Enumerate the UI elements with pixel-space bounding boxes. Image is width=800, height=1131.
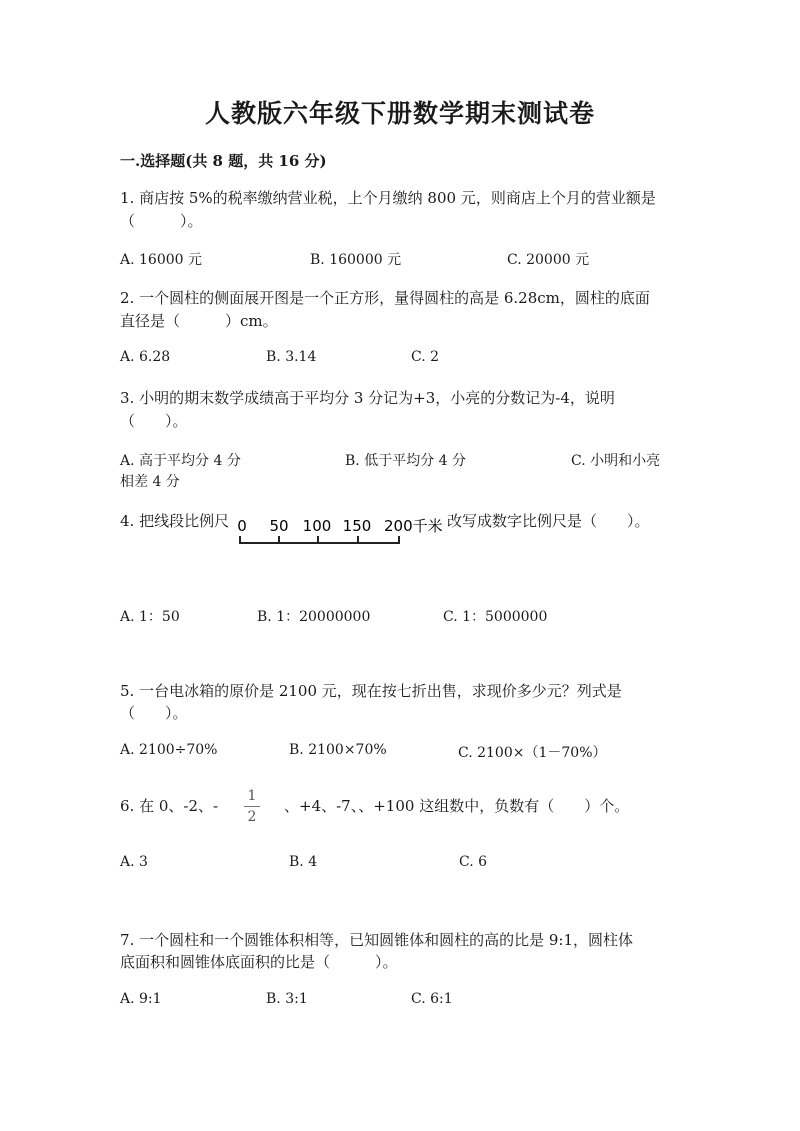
question-6-text-before: 6. 在 0、-2、- <box>120 797 219 815</box>
question-7-option-c: C. 6:1 <box>411 991 453 1007</box>
question-6-option-a: A. 3 <box>120 854 148 870</box>
page-title: 人教版六年级下册数学期末测试卷 <box>204 99 595 128</box>
question-1-option-c: C. 20000 元 <box>507 252 590 268</box>
question-3-option-c-continued: 相差 4 分 <box>120 474 180 490</box>
question-3-option-c: C. 小明和小亮 <box>571 453 661 469</box>
scale-label-0: 0 <box>237 517 247 535</box>
question-2-line-2: 直径是（ ）cm。 <box>120 312 278 330</box>
question-7-option-b: B. 3:1 <box>266 991 308 1007</box>
question-3-option-a: A. 高于平均分 4 分 <box>120 453 241 469</box>
line-segment-scale <box>236 514 446 550</box>
question-1-option-b: B. 160000 元 <box>310 252 402 268</box>
question-5-line-1: 5. 一台电冰箱的原价是 2100 元，现在按七折出售，求现价多少元？列式是 <box>120 682 622 700</box>
fraction-numerator: 1 <box>247 788 257 804</box>
question-3-option-b: B. 低于平均分 4 分 <box>345 453 466 469</box>
question-7-line-1: 7. 一个圆柱和一个圆锥体积相等，已知圆锥体和圆柱的高的比是 9:1，圆柱体 <box>120 931 633 949</box>
question-5-option-b: B. 2100×70% <box>289 742 387 758</box>
question-5-option-a: A. 2100÷70% <box>120 742 218 758</box>
question-6-text-after: 、+4、-7、、+100 这组数中，负数有（ ）个。 <box>284 797 630 815</box>
fraction-denominator: 2 <box>247 809 257 825</box>
question-5-option-c: C. 2100×（1－70%） <box>458 745 607 761</box>
question-2-option-a: A. 6.28 <box>120 349 171 365</box>
scale-label-100: 100 <box>302 517 332 535</box>
question-7-option-a: A. 9:1 <box>120 991 162 1007</box>
fraction-one-half <box>244 788 260 825</box>
question-1-line-2: （ ）。 <box>120 212 203 230</box>
question-3-line-2: （ ）。 <box>120 412 188 430</box>
question-1-line-1: 1. 商店按 5%的税率缴纳营业税，上个月缴纳 800 元，则商店上个月的营业额是 <box>120 189 656 207</box>
question-2-option-b: B. 3.14 <box>266 349 317 365</box>
scale-label-50: 50 <box>269 517 289 535</box>
question-4-text-before: 4. 把线段比例尺 <box>120 512 230 530</box>
question-7-line-2: 底面积和圆锥体底面积的比是（ ）。 <box>120 953 398 971</box>
question-3-line-1: 3. 小明的期末数学成绩高于平均分 3 分记为+3，小亮的分数记为-4，说明 <box>120 389 615 407</box>
question-4-text-after: 改写成数字比例尺是（ ）。 <box>447 512 650 530</box>
scale-label-200-km: 200千米 <box>384 517 443 535</box>
scale-label-150: 150 <box>342 517 372 535</box>
question-6-option-c: C. 6 <box>459 854 488 870</box>
question-5-line-2: （ ）。 <box>120 704 188 722</box>
question-6-option-b: B. 4 <box>289 854 318 870</box>
question-4-option-b: B. 1：20000000 <box>257 609 371 625</box>
question-4-option-a: A. 1：50 <box>120 609 180 625</box>
question-1-option-a: A. 16000 元 <box>120 252 202 268</box>
question-2-option-c: C. 2 <box>411 349 440 365</box>
fraction-bar <box>244 806 260 807</box>
section-heading: 一.选择题(共 8 题，共 16 分) <box>120 152 327 170</box>
question-4-option-c: C. 1：5000000 <box>443 609 548 625</box>
question-2-line-1: 2. 一个圆柱的侧面展开图是一个正方形，量得圆柱的高是 6.28cm，圆柱的底面 <box>120 289 650 307</box>
